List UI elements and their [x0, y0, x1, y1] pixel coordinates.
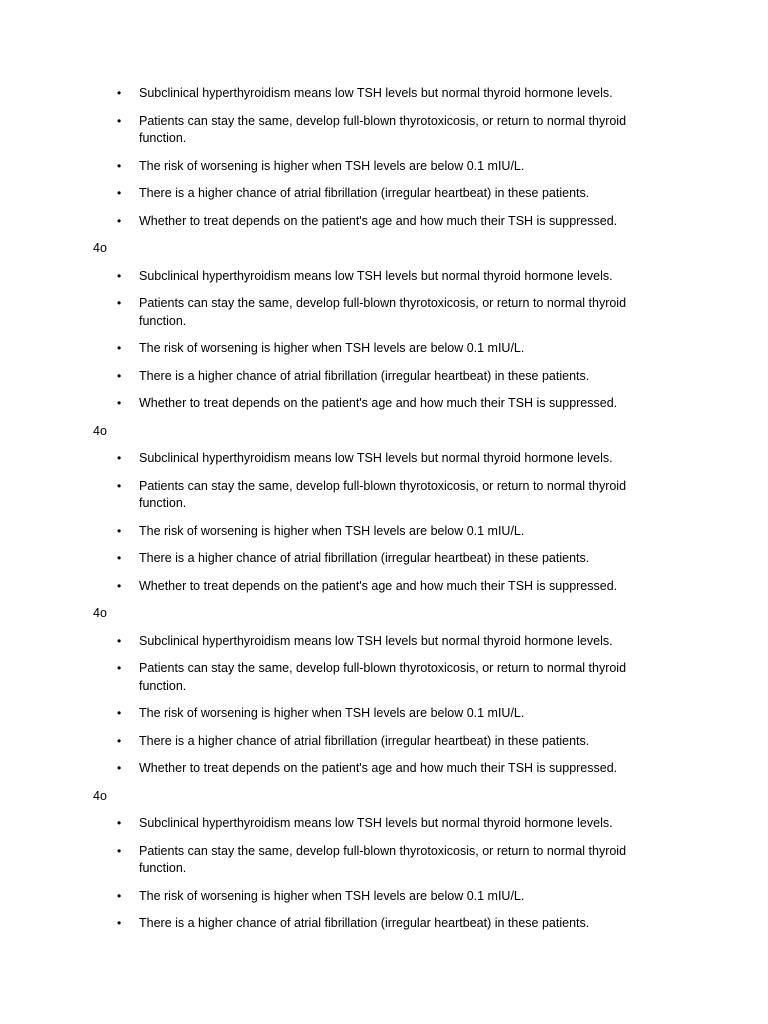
list-item-text: There is a higher chance of atrial fibrillation (irregular heartbeat) in these patients. — [139, 916, 590, 930]
list-item — [93, 633, 673, 651]
list-item — [93, 760, 673, 778]
list-item — [93, 213, 673, 231]
list-item — [93, 915, 673, 933]
list-item-text: The risk of worsening is higher when TSH levels are below 0.1 mIU/L. — [139, 706, 525, 720]
bullet-dot-icon: • — [117, 888, 122, 903]
bullet-dot-icon: • — [117, 733, 122, 748]
list-item-text: Whether to treat depends on the patient's age and how much their TSH is suppressed. — [139, 578, 618, 593]
list-item-text: Subclinical hyperthyroidism means low TSH levels but normal thyroid hormone levels. — [139, 268, 613, 283]
list-item — [93, 85, 673, 103]
list-item-text: Subclinical hyperthyroidism means low TSH levels but normal thyroid hormone levels. — [139, 451, 613, 465]
bullet-dot-icon: • — [117, 706, 122, 720]
bullet-list — [93, 633, 673, 778]
document-body — [93, 85, 673, 943]
bullet-dot-icon: • — [117, 113, 122, 128]
list-item — [93, 660, 673, 695]
bullet-section — [93, 450, 673, 623]
list-item-text: Subclinical hyperthyroidism means low TSH levels but normal thyroid hormone levels. — [139, 816, 613, 830]
list-item-text: The risk of worsening is higher when TSH levels are below 0.1 mIU/L. — [139, 523, 525, 538]
list-item — [93, 523, 673, 541]
bullet-dot-icon: • — [117, 451, 122, 465]
list-item — [93, 815, 673, 833]
list-item-text: Patients can stay the same, develop full-blown thyrotoxicosis, or return to normal thyroid function. — [139, 296, 627, 328]
bullet-dot-icon: • — [117, 341, 122, 355]
list-item-text: Patients can stay the same, develop full-blown thyrotoxicosis, or return to normal thyroid function. — [139, 113, 627, 145]
bullet-dot-icon: • — [117, 158, 122, 173]
section-label: 4o — [93, 241, 107, 255]
section-label: 4o — [93, 788, 107, 803]
bullet-dot-icon: • — [117, 916, 122, 930]
list-item — [93, 578, 673, 596]
bullet-dot-icon: • — [117, 843, 122, 858]
bullet-list — [93, 450, 673, 595]
bullet-dot-icon: • — [117, 368, 122, 383]
bullet-list — [93, 268, 673, 413]
list-item-text: Subclinical hyperthyroidism means low TSH levels but normal thyroid hormone levels. — [139, 86, 613, 100]
bullet-dot-icon: • — [117, 86, 122, 100]
bullet-dot-icon: • — [117, 633, 122, 648]
list-item-text: Patients can stay the same, develop full-blown thyrotoxicosis, or return to normal thyroid function. — [139, 843, 627, 875]
list-item — [93, 295, 673, 330]
list-item — [93, 268, 673, 286]
list-item — [93, 368, 673, 386]
list-item-text: Whether to treat depends on the patient's age and how much their TSH is suppressed. — [139, 396, 618, 410]
bullet-section — [93, 815, 673, 933]
list-item-text: There is a higher chance of atrial fibrillation (irregular heartbeat) in these patients. — [139, 368, 590, 383]
list-item-text: Subclinical hyperthyroidism means low TSH levels but normal thyroid hormone levels. — [139, 633, 613, 648]
bullet-dot-icon: • — [117, 296, 122, 310]
list-item-text: There is a higher chance of atrial fibrillation (irregular heartbeat) in these patients. — [139, 551, 590, 565]
bullet-list — [93, 815, 673, 933]
list-item-text: The risk of worsening is higher when TSH levels are below 0.1 mIU/L. — [139, 341, 525, 355]
list-item-text: Patients can stay the same, develop full-blown thyrotoxicosis, or return to normal thyroid function. — [139, 661, 627, 693]
list-item — [93, 888, 673, 906]
bullet-dot-icon: • — [117, 478, 122, 493]
list-item — [93, 113, 673, 148]
list-item — [93, 185, 673, 203]
bullet-dot-icon: • — [117, 551, 122, 565]
list-item — [93, 478, 673, 513]
list-item — [93, 450, 673, 468]
list-item-text: Whether to treat depends on the patient's age and how much their TSH is suppressed. — [139, 213, 618, 228]
bullet-list — [93, 85, 673, 230]
list-item — [93, 550, 673, 568]
bullet-dot-icon: • — [117, 396, 122, 410]
bullet-dot-icon: • — [117, 268, 122, 283]
list-item-text: There is a higher chance of atrial fibrillation (irregular heartbeat) in these patients. — [139, 186, 590, 200]
list-item — [93, 158, 673, 176]
list-item-text: The risk of worsening is higher when TSH levels are below 0.1 mIU/L. — [139, 158, 525, 173]
bullet-section — [93, 85, 673, 258]
list-item — [93, 843, 673, 878]
bullet-dot-icon: • — [117, 816, 122, 830]
bullet-section — [93, 633, 673, 806]
list-item — [93, 705, 673, 723]
bullet-dot-icon: • — [117, 523, 122, 538]
section-label: 4o — [93, 423, 107, 438]
list-item — [93, 733, 673, 751]
list-item-text: Patients can stay the same, develop full-blown thyrotoxicosis, or return to normal thyroid function. — [139, 478, 627, 510]
bullet-dot-icon: • — [117, 661, 122, 675]
section-label: 4o — [93, 606, 107, 620]
list-item-text: The risk of worsening is higher when TSH levels are below 0.1 mIU/L. — [139, 888, 525, 903]
bullet-dot-icon: • — [117, 761, 122, 775]
bullet-dot-icon: • — [117, 578, 122, 593]
list-item-text: There is a higher chance of atrial fibrillation (irregular heartbeat) in these patients. — [139, 733, 590, 748]
list-item — [93, 340, 673, 358]
bullet-dot-icon: • — [117, 213, 122, 228]
list-item-text: Whether to treat depends on the patient's age and how much their TSH is suppressed. — [139, 761, 618, 775]
bullet-dot-icon: • — [117, 186, 122, 200]
bullet-section — [93, 268, 673, 441]
list-item — [93, 395, 673, 413]
